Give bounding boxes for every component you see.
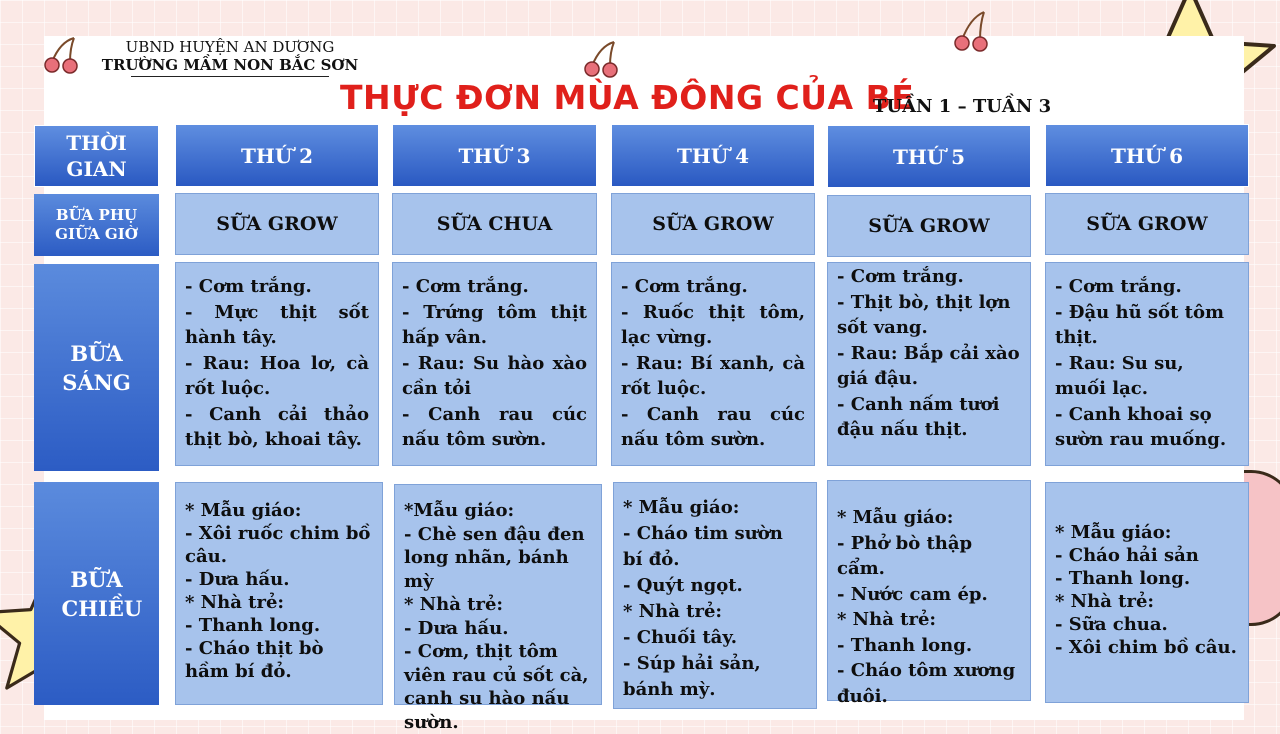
day-header-fri: [1045, 124, 1249, 187]
menu-line: - Rau: Hoa lơ, cà rốt luộc.: [185, 352, 369, 399]
menu-line: - Quýt ngọt.: [623, 575, 743, 596]
afternoon-cell-mon: [175, 482, 383, 705]
school-header: [92, 38, 368, 77]
menu-line: - Canh nấm tươi đậu nấu thịt.: [837, 393, 1000, 440]
time-header: [34, 125, 159, 187]
menu-line: - Sữa chua.: [1055, 614, 1168, 635]
school-underline: [131, 76, 329, 77]
time-header-label: THỜI GIAN: [66, 131, 127, 181]
menu-line: * Nhà trẻ:: [837, 609, 937, 630]
menu-line: - Xôi chim bồ câu.: [1055, 637, 1237, 658]
district-name: UBND HUYỆN AN DƯƠNG: [125, 38, 335, 56]
snack-value: SỮA CHUA: [436, 213, 553, 235]
menu-line: * Mẫu giáo:: [185, 500, 302, 521]
menu-line: - Dưa hấu.: [185, 569, 290, 590]
menu-line: - Thanh long.: [185, 615, 321, 636]
menu-line: - Thanh long.: [837, 634, 973, 656]
menu-line: - Cháo tim sườn bí đỏ.: [623, 523, 783, 570]
day-header-mon: [175, 124, 379, 187]
menu-line: - Trứng tôm thịt hấp vân.: [402, 301, 587, 348]
afternoon-row-label: BỮA CHIỀU: [61, 566, 143, 621]
menu-line: - Nước cam ép.: [837, 583, 988, 605]
menu-line: - Rau: Su hào xào cần tỏi: [402, 352, 587, 399]
menu-line: * Nhà trẻ:: [1055, 591, 1155, 612]
snack-row-label: BỮA PHỤ GIỮA GIỜ: [55, 206, 138, 243]
snack-cell-thu: [827, 195, 1031, 257]
menu-line: - Súp hải sản, bánh mỳ.: [623, 653, 761, 700]
snack-value: SỮA GROW: [868, 215, 990, 237]
menu-line: * Mẫu giáo:: [1055, 522, 1172, 543]
afternoon-cell-wed: [613, 482, 817, 709]
menu-line: - Canh cải thảo thịt bò, khoai tây.: [185, 403, 369, 450]
day-label: THỨ 5: [892, 144, 966, 169]
afternoon-row-header: [34, 482, 159, 705]
snack-cell-tue: [392, 193, 597, 255]
menu-line: * Nhà trẻ:: [623, 601, 723, 622]
menu-line: - Rau: Bí xanh, cà rốt luộc.: [621, 352, 805, 399]
breakfast-cell-thu: [827, 262, 1031, 466]
cherry-icon: [580, 40, 624, 80]
menu-line: - Canh rau cúc nấu tôm sườn.: [402, 403, 587, 450]
day-label: THỨ 3: [458, 143, 531, 168]
cherry-icon: [40, 36, 84, 76]
menu-line: - Rau: Bắp cải xào giá đậu.: [837, 342, 1020, 389]
snack-value: SỮA GROW: [1086, 213, 1208, 235]
day-label: THỨ 2: [240, 143, 314, 168]
menu-line: - Cháo tôm xương đuôi.: [837, 660, 1016, 707]
school-name: TRƯỜNG MẦM NON BẮC SƠN: [101, 56, 359, 74]
menu-line: - Chè sen đậu đen long nhãn, bánh mỳ: [404, 523, 585, 592]
menu-line: - Đậu hũ sốt tôm thịt.: [1055, 301, 1225, 348]
page-title: THỰC ĐƠN MÙA ĐÔNG CỦA BÉ: [340, 78, 915, 117]
menu-line: - Ruốc thịt tôm, lạc vừng.: [621, 301, 805, 348]
menu-line: - Xôi ruốc chim bồ câu.: [185, 523, 371, 567]
menu-line: - Phở bò thập cẩm.: [837, 532, 973, 579]
afternoon-cell-fri: [1045, 482, 1249, 703]
menu-line: - Cơm trắng.: [1055, 276, 1182, 297]
breakfast-cell-fri: [1045, 262, 1249, 466]
menu-line: - Thịt bò, thịt lợn sốt vang.: [837, 291, 1011, 338]
day-header-thu: [827, 125, 1031, 188]
menu-line: - Dưa hấu.: [404, 617, 509, 639]
snack-row-header: [34, 194, 159, 256]
menu-line: * Mẫu giáo:: [837, 507, 954, 528]
snack-value: SỮA GROW: [216, 213, 338, 235]
menu-line: - Rau: Su su, muối lạc.: [1055, 352, 1184, 399]
menu-line: - Canh khoai sọ sườn rau muống.: [1055, 403, 1227, 450]
menu-line: - Cơm trắng.: [185, 276, 312, 297]
menu-line: - Cơm trắng.: [402, 276, 529, 297]
day-header-wed: [611, 124, 815, 187]
cherry-icon: [950, 10, 994, 54]
breakfast-cell-tue: [392, 262, 597, 466]
breakfast-cell-wed: [611, 262, 815, 466]
breakfast-row-label: BỮA SÁNG: [62, 340, 131, 395]
menu-line: - Cháo thịt bò hầm bí đỏ.: [185, 638, 324, 682]
day-header-tue: [392, 124, 597, 187]
breakfast-row-header: [34, 264, 159, 471]
menu-line: - Mực thịt sốt hành tây.: [185, 301, 369, 348]
menu-line: * Nhà trẻ:: [185, 592, 285, 613]
menu-line: *Mẫu giáo:: [404, 500, 515, 521]
snack-cell-wed: [611, 193, 815, 255]
menu-line: - Canh rau cúc nấu tôm sườn.: [621, 403, 805, 450]
week-range: TUẦN 1 – TUẦN 3: [873, 96, 1052, 117]
afternoon-cell-tue: [394, 484, 602, 733]
menu-line: - Cơm trắng.: [837, 266, 964, 287]
day-label: THỨ 4: [676, 143, 750, 168]
snack-value: SỮA GROW: [652, 213, 774, 235]
snack-cell-mon: [175, 193, 379, 255]
menu-line: * Mẫu giáo:: [623, 497, 740, 518]
snack-cell-fri: [1045, 193, 1249, 255]
menu-line: * Nhà trẻ:: [404, 594, 504, 615]
menu-line: - Thanh long.: [1055, 568, 1191, 589]
menu-line: - Cơm, thịt tôm viên rau củ sốt cà, canh su hào nấu sườn.: [404, 641, 589, 733]
afternoon-cell-thu: [827, 480, 1031, 707]
menu-line: - Cơm trắng.: [621, 276, 748, 297]
menu-line: - Cháo hải sản: [1055, 545, 1199, 566]
menu-line: - Chuối tây.: [623, 627, 737, 648]
day-label: THỨ 6: [1110, 143, 1184, 168]
breakfast-cell-mon: [175, 262, 379, 466]
